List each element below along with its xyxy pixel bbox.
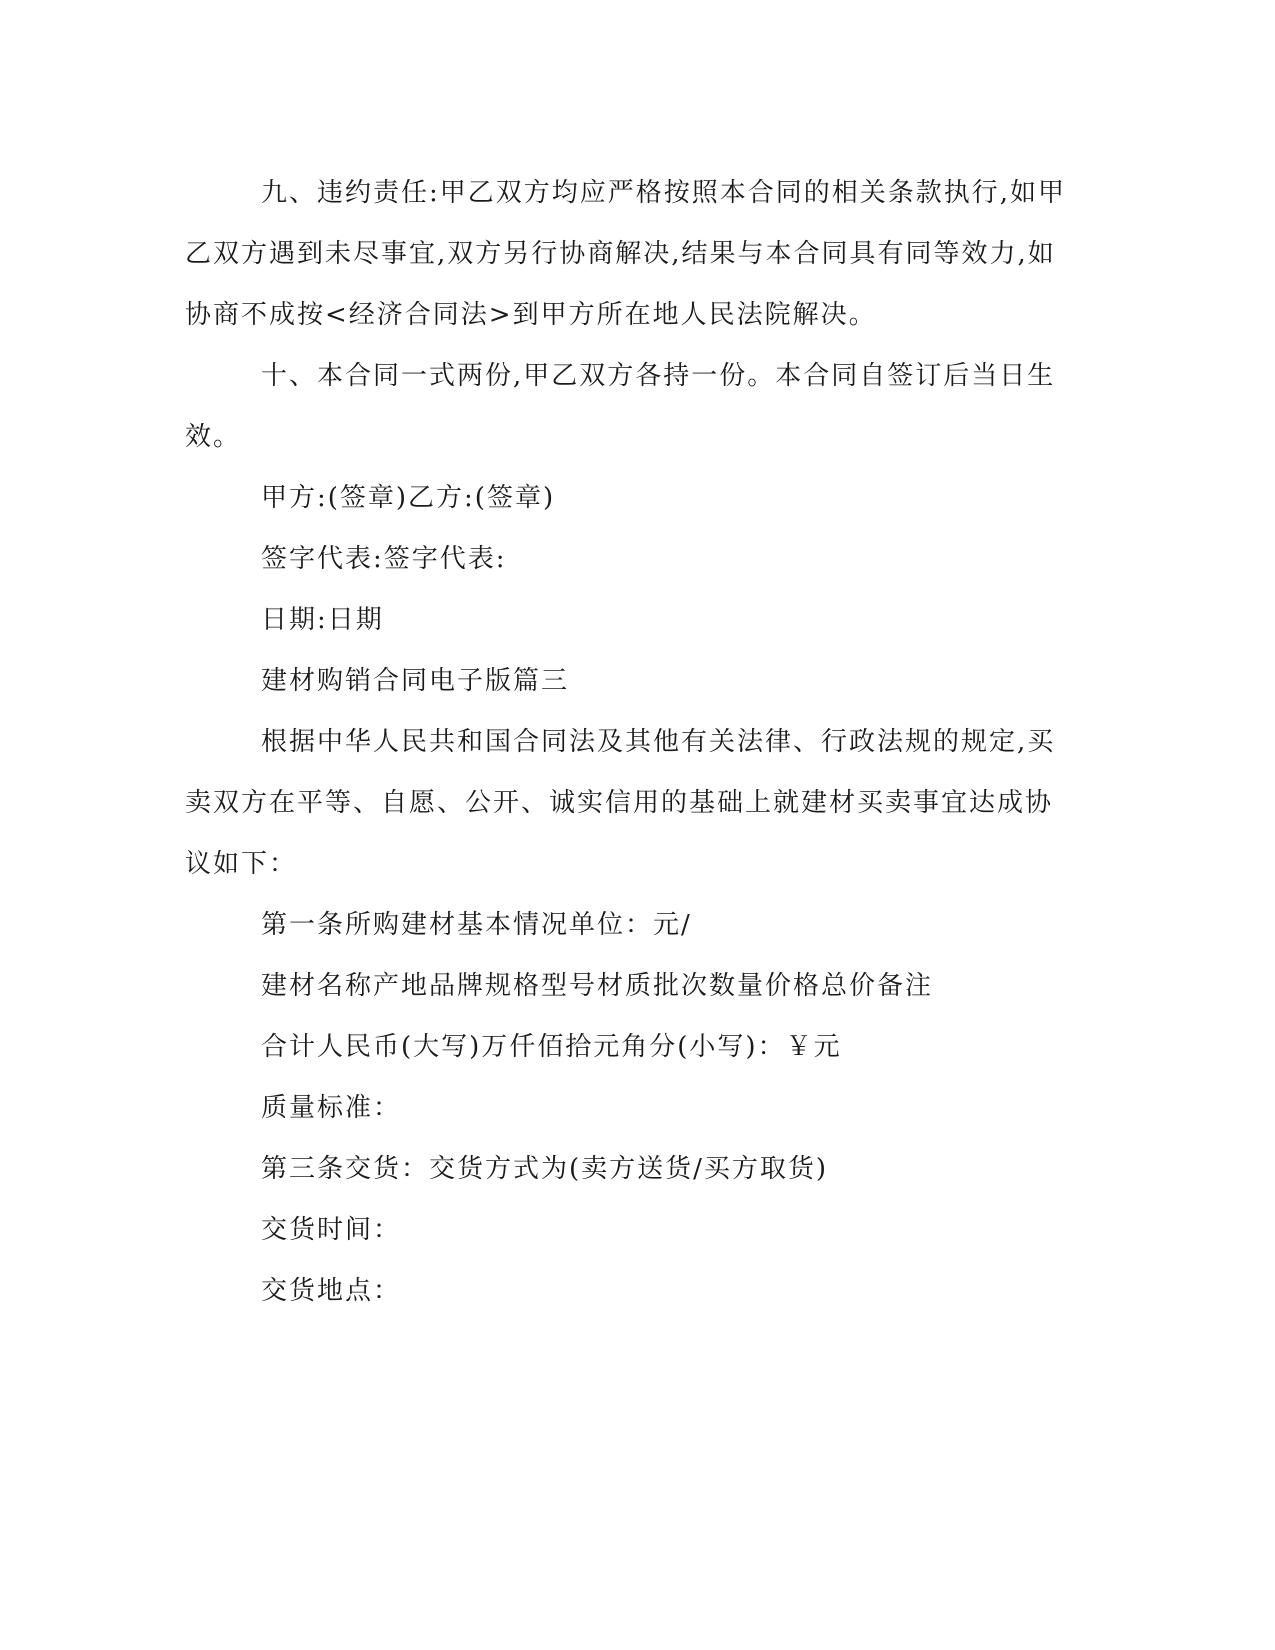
materials-table-header: 建材名称产地品牌规格型号材质批次数量价格总价备注 <box>261 971 934 1001</box>
article-one-heading: 第一条所购建材基本情况单位：元/ <box>261 910 692 940</box>
clause-nine-breach-liability: 九、违约责任:甲乙双方均应严格按照本合同的相关条款执行,如甲乙双方遇到未尽事宜,双方另行协商解决,结果与本合同具有同等效力,如协商不成按<经济合同法>到甲方所在地人民法院解决。 <box>185 178 1067 330</box>
clause-ten-copies-effective: 十、本合同一式两份,甲乙双方各持一份。本合同自签订后当日生效。 <box>185 361 1056 452</box>
section-heading: 建材购销合同电子版篇三 <box>261 666 570 696</box>
quality-standard-line: 质量标准： <box>261 1093 402 1123</box>
document-body <box>185 163 1075 1322</box>
signature-representatives-line: 签字代表:签字代表: <box>261 544 507 574</box>
contract-preamble: 根据中华人民共和国合同法及其他有关法律、行政法规的规定,买卖双方在平等、自愿、公开、诚实信用的基础上就建材买卖事宜达成协议如下： <box>185 727 1056 879</box>
article-three-delivery: 第三条交货：交货方式为(卖方送货/买方取货) <box>261 1154 829 1184</box>
signature-date-line: 日期:日期 <box>261 605 384 635</box>
signature-parties-line: 甲方:(签章)乙方:(签章) <box>261 483 556 513</box>
delivery-location-line: 交货地点： <box>261 1276 402 1306</box>
delivery-time-line: 交货时间： <box>261 1215 402 1245</box>
total-amount-line: 合计人民币(大写)万仟佰拾元角分(小写)：￥元 <box>261 1032 842 1062</box>
